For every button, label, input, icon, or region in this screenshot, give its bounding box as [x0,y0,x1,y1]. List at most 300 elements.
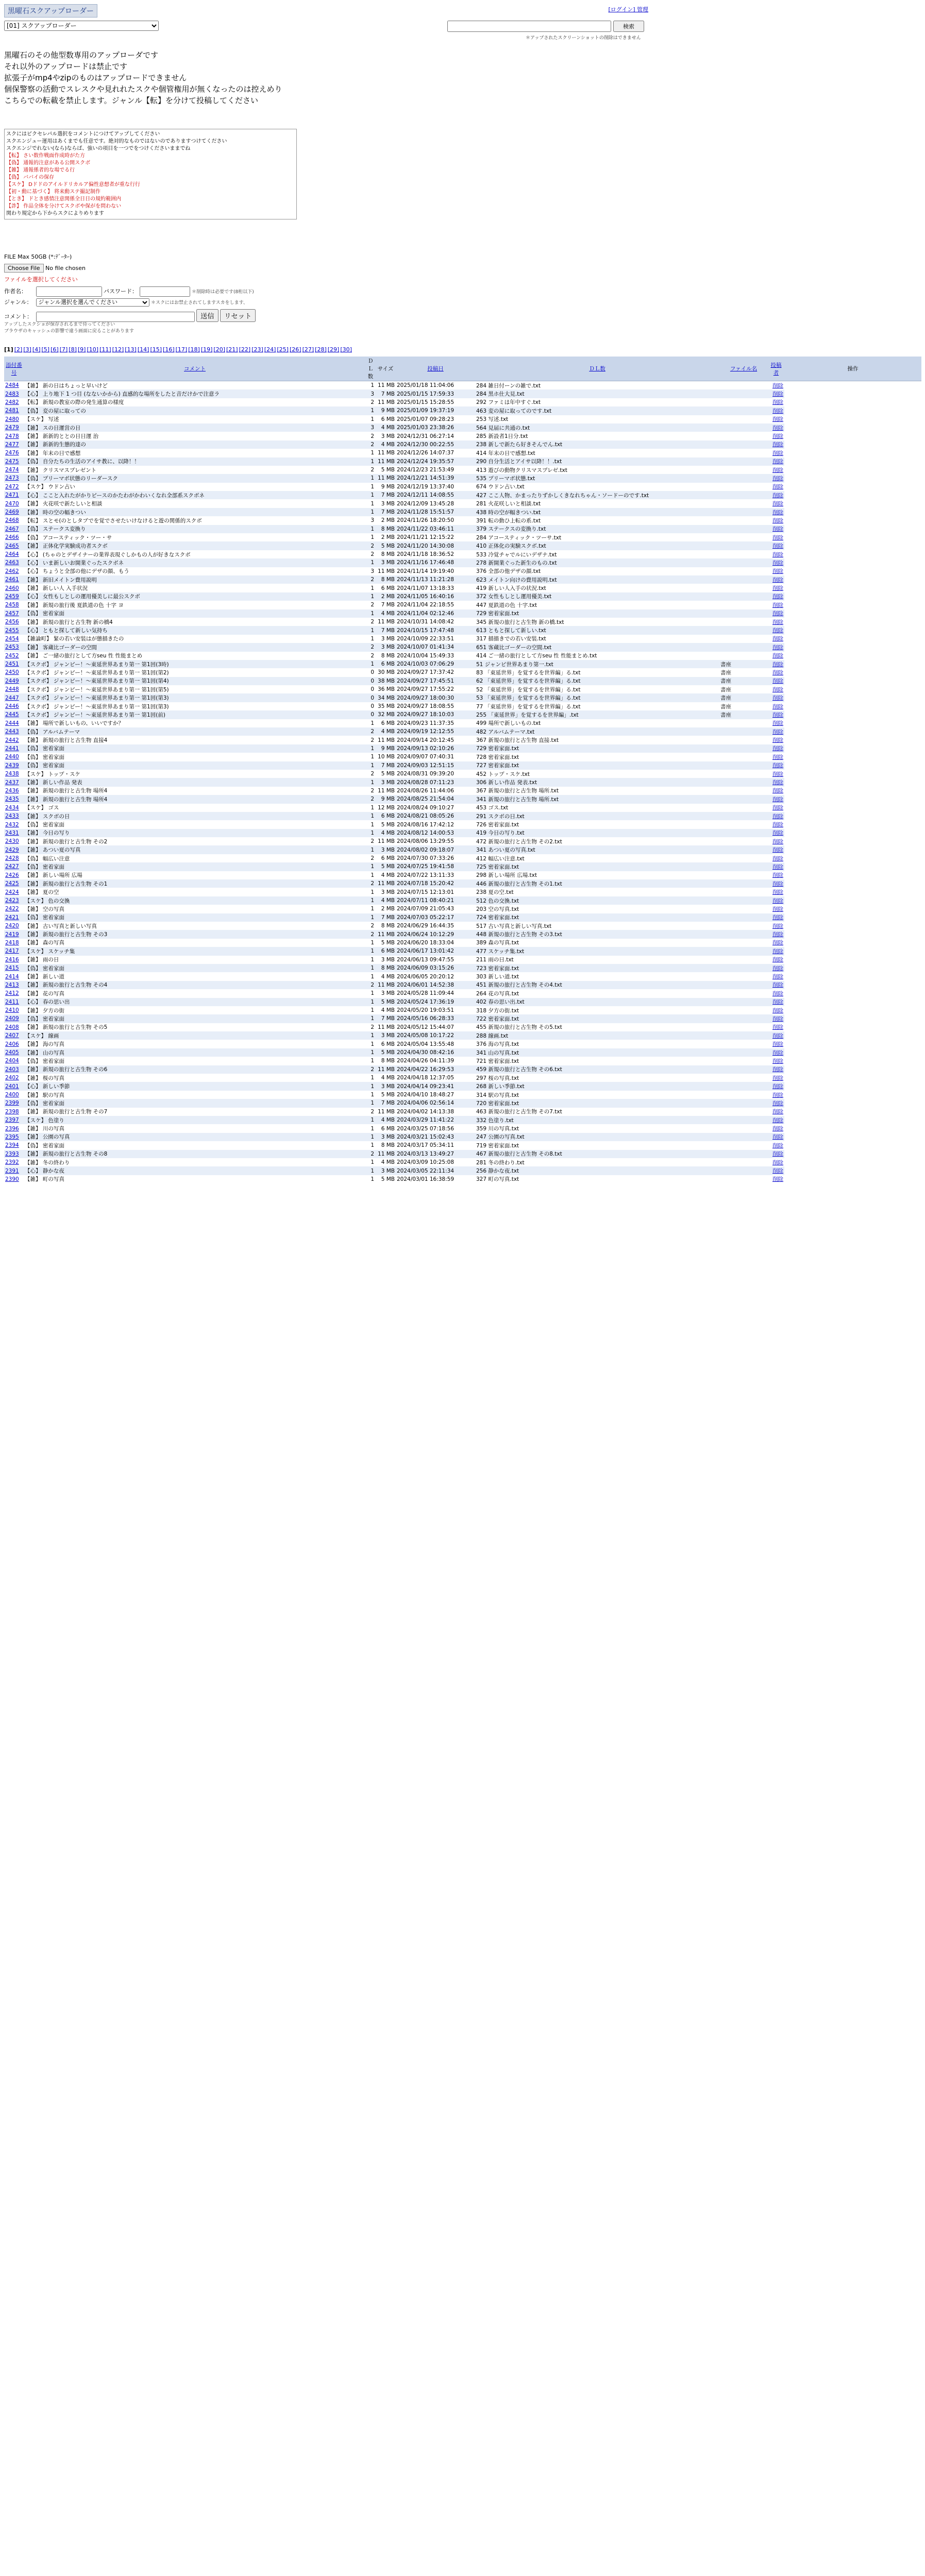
file-name: 391 転の動ひ上転の系.txt [476,517,541,524]
file-name: 341 あつい夏の写真.txt [475,845,719,854]
search-button[interactable]: 検索 [613,21,644,32]
author-input[interactable] [36,286,102,297]
page-link[interactable]: [13] [125,346,137,353]
file-id-link[interactable]: 2439 [4,761,24,770]
delete-link[interactable]: 削除 [772,990,783,997]
file-id-link[interactable]: 2440 [5,754,19,760]
file-id-link[interactable]: 2432 [5,821,19,828]
file-size: 4 MB [375,440,396,449]
delete-link[interactable]: 削除 [772,1007,783,1014]
delete-link[interactable]: 削除 [772,855,783,862]
delete-link[interactable]: 削除 [772,1092,783,1098]
file-name: 284 アコースティック・ツーサ.txt [476,534,562,541]
file-id-link[interactable]: 2452 [5,652,19,659]
delete-link[interactable]: 削除 [768,1031,784,1040]
page-link[interactable]: [23] [251,346,263,353]
file-size: 7 MB [375,626,396,634]
file-size: 5 MB [375,1048,396,1057]
file-id-link[interactable]: 2456 [5,619,19,625]
file-id-link[interactable]: 2406 [5,1041,19,1047]
file-id-link[interactable]: 2442 [5,737,19,743]
delete-link[interactable]: 削除 [772,1058,783,1064]
delete-link[interactable]: 削除 [772,399,783,406]
delete-link[interactable]: 削除 [768,609,784,618]
page-link[interactable]: [4] [32,346,41,353]
file-id-link[interactable]: 2481 [4,406,24,415]
file-comment: 【雑】 新しい道 [25,974,64,980]
page-link[interactable]: [1] [4,346,13,353]
file-id-link[interactable]: 2469 [4,508,24,516]
file-id-link[interactable]: 2454 [5,635,19,642]
file-size: 8 MB [375,525,396,533]
file-size: 3 MB [381,956,395,963]
delete-link[interactable]: 削除 [772,703,783,710]
delete-link[interactable]: 削除 [772,517,783,524]
file-id-link[interactable]: 2423 [4,896,24,905]
file-id-link[interactable]: 2401 [4,1082,24,1090]
delete-link[interactable]: 削除 [772,1126,783,1132]
page-link[interactable]: [19] [200,346,213,353]
file-comment: 【スケ】 色の交換 [24,896,366,905]
page-link[interactable]: [6] [51,346,59,353]
file-id-link[interactable]: 2463 [4,558,24,567]
file-id-link[interactable]: 2468 [5,517,19,524]
file-id-link[interactable]: 2437 [4,778,24,786]
file-size: 3 MB [381,635,395,642]
delete-link[interactable]: 削除 [772,805,783,811]
delete-link[interactable]: 削除 [768,525,784,533]
file-id-link[interactable]: 2472 [5,483,19,490]
file-count: 2 [371,399,374,405]
delete-link[interactable]: 削除 [768,913,784,922]
file-id-link[interactable]: 2446 [5,703,19,710]
genre-select[interactable] [36,298,149,307]
table-row [4,432,921,440]
file-id-link[interactable]: 2395 [4,1133,24,1141]
delete-link[interactable]: 削除 [768,795,784,803]
delete-link[interactable]: 削除 [772,585,783,592]
submit-button[interactable]: 送信 [196,309,218,322]
file-id-link[interactable]: 2482 [5,399,19,405]
page-link[interactable]: [20] [213,346,225,353]
delete-link[interactable]: 削除 [768,677,784,685]
file-count: 1 [366,1082,375,1090]
page-link[interactable]: [29] [327,346,340,353]
file-id-link[interactable]: 2449 [4,677,24,685]
file-id-link[interactable]: 2392 [5,1159,19,1166]
delete-link[interactable]: 削除 [768,896,784,905]
delete-link[interactable]: 削除 [772,602,783,608]
file-id-link[interactable]: 2471 [4,491,24,499]
file-id-link[interactable]: 2461 [4,575,24,584]
file-id-link[interactable]: 2450 [5,669,19,676]
file-size: 11 MB [378,568,395,574]
file-count: 2 [371,838,374,845]
delete-link[interactable]: 削除 [772,822,783,828]
file-id-link[interactable]: 2410 [5,1007,19,1014]
file-comment: 【雑】 今日の写り [24,829,366,837]
page-link[interactable]: [28] [315,346,327,353]
rules-line: スクにはピクセレパル選択をコメントにつけてアップしてください [6,131,160,137]
page-link[interactable]: [25] [277,346,289,353]
file-size: 7 MB [375,761,396,770]
file-id-link[interactable]: 2459 [4,592,24,601]
file-id-link[interactable]: 2420 [5,923,19,929]
file-id-link[interactable]: 2434 [5,804,19,811]
delete-link[interactable]: 削除 [772,940,783,946]
genre-label: ジャンル： [4,299,32,306]
delete-link[interactable]: 削除 [772,889,783,896]
file-size: 3 MB [381,500,395,507]
delete-link[interactable]: 削除 [768,1065,784,1074]
file-id-link[interactable]: 2396 [5,1125,19,1132]
site-title[interactable]: 黒曜石スクアップローダー [4,4,97,18]
page-link[interactable]: [10] [87,346,99,353]
file-id-link[interactable]: 2431 [4,829,24,837]
delete-link[interactable]: 削除 [768,1082,784,1090]
choose-file-button[interactable]: Choose File [4,264,44,273]
genre-hint: ＊スクにはお禁止されてしますスカをします、 [151,300,248,306]
delete-link[interactable]: 削除 [768,1116,784,1124]
file-size: 8 MB [381,1058,395,1064]
page-link[interactable]: [30] [340,346,352,353]
delete-link[interactable]: 削除 [768,1014,784,1023]
file-id-link[interactable]: 2444 [5,720,19,726]
delete-link[interactable]: 削除 [772,720,783,727]
file-id-link[interactable]: 2445 [4,710,24,719]
col-filename[interactable]: ファイル名 [719,357,768,381]
file-count: 2 [371,737,374,743]
file-id-link[interactable]: 2422 [5,906,19,912]
file-id-link[interactable]: 2484 [5,382,19,389]
delete-link[interactable]: 削除 [768,440,784,449]
delete-link[interactable]: 削除 [772,551,783,558]
delete-link[interactable]: 削除 [768,981,784,989]
file-id-link[interactable]: 2390 [5,1176,19,1182]
file-id-link[interactable]: 2466 [5,534,19,541]
file-id-link[interactable]: 2430 [5,838,19,845]
delete-link[interactable]: 削除 [772,686,783,693]
delete-link[interactable]: 削除 [768,845,784,854]
table-row [4,575,921,584]
search-input[interactable] [447,21,611,32]
delete-link[interactable]: 削除 [768,693,784,702]
file-id-link[interactable]: 2415 [4,964,24,972]
file-id-link[interactable]: 2443 [4,727,24,736]
file-id-link[interactable]: 2398 [5,1108,19,1115]
file-id-link[interactable]: 2403 [4,1065,24,1074]
file-id-link[interactable]: 2460 [5,585,19,591]
uploader-select[interactable] [4,21,159,31]
delete-link[interactable]: 削除 [772,771,783,777]
file-id-link[interactable]: 2394 [5,1142,19,1149]
delete-link[interactable]: 削除 [772,484,783,490]
col-date[interactable]: 投稿日 [396,357,475,381]
delete-link[interactable]: 削除 [772,1176,783,1183]
col-comment[interactable]: コメント [24,357,366,381]
delete-link[interactable]: 削除 [772,450,783,456]
delete-link[interactable]: 削除 [772,974,783,980]
file-comment: 【心】 ともと探して新しい気持ち [24,626,366,634]
file-comment: 【偽】 密着家面 [25,822,64,828]
file-author [719,871,768,879]
file-name: 499 場所で新しいもの.txt [476,720,541,727]
file-author [719,652,768,660]
file-id-link[interactable]: 2441 [4,744,24,753]
delete-link[interactable]: 削除 [768,491,784,499]
delete-link[interactable]: 削除 [768,964,784,972]
file-size: 3 MB [375,558,396,567]
file-id-link[interactable]: 2477 [4,440,24,449]
delete-link[interactable]: 削除 [772,923,783,929]
file-id-link[interactable]: 2478 [5,433,19,439]
delete-link[interactable]: 削除 [772,737,783,744]
delete-link[interactable]: 削除 [768,761,784,770]
page-link[interactable]: [15] [150,346,162,353]
reset-button[interactable]: リセット [220,309,256,322]
delete-link[interactable]: 削除 [768,508,784,516]
file-id-link[interactable]: 2416 [5,956,19,963]
file-size: 5 MB [375,541,396,550]
delete-link[interactable]: 削除 [768,626,784,634]
col-size: サイズ [375,357,396,381]
file-id-link[interactable]: 2412 [5,990,19,997]
delete-link[interactable]: 削除 [768,710,784,719]
file-comment: 【偽】 自分たちの生活のアイサ教に、以降！！ [24,457,366,466]
file-author [719,491,768,499]
delete-link[interactable]: 削除 [772,501,783,507]
col-id[interactable]: 添付番号 [4,357,24,381]
page-link[interactable]: [2] [14,346,23,353]
file-id-link[interactable]: 2414 [5,973,19,980]
file-id-link[interactable]: 2458 [5,602,19,608]
file-id-link[interactable]: 2475 [4,457,24,466]
author-row [4,286,674,298]
delete-link[interactable]: 削除 [772,957,783,963]
page-link[interactable]: [27] [302,346,314,353]
file-id-link[interactable]: 2405 [4,1048,24,1057]
file-id-link[interactable]: 2391 [4,1166,24,1175]
delete-link[interactable]: 削除 [768,947,784,955]
file-id-link[interactable]: 2457 [4,609,24,618]
file-id-link[interactable]: 2411 [4,998,24,1006]
delete-link[interactable]: 削除 [772,754,783,760]
file-id-link[interactable]: 2425 [4,879,24,888]
page-link[interactable]: [24] [264,346,276,353]
file-count: 2 [371,602,374,608]
delete-link[interactable]: 削除 [768,1133,784,1141]
file-comment: 【雑】 スクボの日 [24,812,366,820]
file-count: 1 [371,1058,374,1064]
page-link[interactable]: [8] [69,346,77,353]
file-author [719,584,768,592]
delete-link[interactable]: 削除 [768,541,784,550]
delete-link[interactable]: 削除 [768,998,784,1006]
file-comment: 【雑】 新新的ととの日日運 治 [25,433,99,440]
file-id-link[interactable]: 2465 [4,541,24,550]
delete-link[interactable]: 削除 [768,812,784,820]
file-author: 書座 [719,660,768,668]
delete-link[interactable]: 削除 [772,416,783,423]
delete-link[interactable]: 削除 [768,406,784,415]
file-id-link[interactable]: 2417 [4,947,24,955]
delete-link[interactable]: 削除 [768,1150,784,1158]
file-size: 9 MB [375,744,396,753]
page-link[interactable]: [3] [23,346,31,353]
file-id-link[interactable]: 2451 [4,660,24,668]
delete-link[interactable]: 削除 [772,1024,783,1031]
delete-link[interactable]: 削除 [768,1166,784,1175]
file-id-link[interactable]: 2480 [5,416,19,422]
page-link[interactable]: [17] [175,346,188,353]
file-id-link[interactable]: 2393 [4,1150,24,1158]
delete-link[interactable]: 削除 [768,558,784,567]
delete-link[interactable]: 削除 [772,568,783,575]
file-id-link[interactable]: 2462 [5,568,19,574]
delete-link[interactable]: 削除 [768,727,784,736]
delete-link[interactable]: 削除 [772,788,783,794]
delete-link[interactable]: 削除 [768,1099,784,1107]
file-id-link[interactable]: 2397 [4,1116,24,1124]
file-id-link[interactable]: 2402 [5,1075,19,1081]
delete-link[interactable]: 削除 [768,1048,784,1057]
file-count: 1 [366,1048,375,1057]
file-id-link[interactable]: 2419 [4,930,24,938]
delete-link[interactable]: 削除 [772,619,783,625]
delete-note: ＊アップされたスクリーンショットの削除はできません [526,36,641,41]
file-size: 6 MB [375,947,396,955]
file-id-link[interactable]: 2435 [4,795,24,803]
delete-link[interactable]: 削除 [768,575,784,584]
delete-link[interactable]: 削除 [772,669,783,676]
table-row [4,558,921,567]
file-id-link[interactable]: 2427 [4,862,24,871]
file-id-link[interactable]: 2429 [4,845,24,854]
file-date: 2024/03/17 05:34:11 [397,1142,455,1149]
file-id-link[interactable]: 2436 [5,787,19,794]
delete-link[interactable]: 削除 [768,744,784,753]
delete-link[interactable]: 削除 [772,382,783,389]
page-link[interactable]: [11] [99,346,111,353]
top-links[interactable]: [ログイン] 管理 [608,6,648,13]
delete-link[interactable]: 削除 [772,433,783,440]
file-id-link[interactable]: 2438 [5,771,19,777]
delete-link[interactable]: 削除 [768,660,784,668]
file-id-link[interactable]: 2467 [4,525,24,533]
delete-link[interactable]: 削除 [768,930,784,938]
delete-link[interactable]: 削除 [768,862,784,871]
file-id-link[interactable]: 2474 [5,467,19,473]
page-link[interactable]: [18] [188,346,200,353]
delete-link[interactable]: 削除 [768,423,784,432]
delete-link[interactable]: 削除 [772,653,783,659]
delete-link[interactable]: 削除 [772,636,783,642]
file-size: 9 MB [375,795,396,803]
page-link[interactable]: [12] [112,346,124,353]
page-link[interactable]: [16] [163,346,175,353]
delete-link[interactable]: 削除 [768,474,784,482]
delete-link[interactable]: 削除 [768,643,784,651]
file-id-link[interactable]: 2418 [5,939,19,946]
delete-link[interactable]: 削除 [772,1075,783,1081]
file-id-link[interactable]: 2448 [5,686,19,693]
file-id-link[interactable]: 2428 [5,855,19,862]
file-id-link[interactable]: 2407 [4,1031,24,1040]
page-link[interactable]: [7] [59,346,68,353]
delete-link[interactable]: 削除 [768,457,784,466]
delete-link[interactable]: 削除 [772,467,783,473]
file-id-link[interactable]: 2421 [4,913,24,922]
password-input[interactable] [140,286,190,297]
file-comment: 【雑】 新規の旅行と古生物 その4 [24,981,366,989]
file-id-link[interactable]: 2413 [4,981,24,989]
file-id-link[interactable]: 2404 [5,1058,19,1064]
page-link[interactable]: [21] [226,346,238,353]
col-author[interactable]: 投稿者 [768,357,784,381]
page-link[interactable]: [22] [239,346,251,353]
page-link[interactable]: [9] [77,346,86,353]
file-id-link[interactable]: 2470 [5,500,19,507]
file-comment: 【心】 春の思い出 [24,998,366,1006]
file-date: 2024/11/07 13:18:33 [397,585,455,591]
file-id-link[interactable]: 2399 [4,1099,24,1107]
file-id-link[interactable]: 2473 [4,474,24,482]
page-link[interactable]: [26] [289,346,301,353]
delete-link[interactable]: 削除 [768,879,784,888]
delete-link[interactable]: 削除 [772,1041,783,1048]
file-id-link[interactable]: 2409 [4,1014,24,1023]
file-date: 2024/03/09 10:25:08 [397,1159,455,1166]
delete-link[interactable]: 削除 [772,906,783,912]
file-count: 1 [366,474,375,482]
file-id-link[interactable]: 2426 [5,872,19,878]
col-dl[interactable]: ＤＬ数 [475,357,719,381]
delete-link[interactable]: 削除 [768,389,784,398]
file-id-link[interactable]: 2483 [4,389,24,398]
delete-link[interactable]: 削除 [772,1142,783,1149]
comment-input[interactable] [36,312,195,322]
file-id-link[interactable]: 2455 [4,626,24,634]
delete-link[interactable]: 削除 [772,1109,783,1115]
file-id-link[interactable]: 2447 [4,693,24,702]
file-date: 2024/09/27 18:00:30 [396,693,475,702]
file-comment: 【偽】 幅広い注意 [25,855,70,862]
delete-link[interactable]: 削除 [772,872,783,879]
file-id-link[interactable]: 2476 [5,450,19,456]
delete-link[interactable]: 削除 [772,534,783,541]
file-id-link[interactable]: 2433 [4,812,24,820]
delete-link[interactable]: 削除 [768,592,784,601]
page-link[interactable]: [14] [137,346,149,353]
file-id-link[interactable]: 2453 [4,643,24,651]
file-name: 613 ともと探して新しい.txt [475,626,719,634]
file-id-link[interactable]: 2424 [5,889,19,895]
delete-link[interactable]: 削除 [772,1159,783,1166]
file-author [719,854,768,862]
file-id-link[interactable]: 2408 [5,1024,19,1030]
file-count: 1 [366,896,375,905]
file-id-link[interactable]: 2479 [4,423,24,432]
file-date: 2024/09/23 11:37:35 [397,720,455,726]
file-id-link[interactable]: 2464 [5,551,19,557]
file-name: 414 ご一緒の旅行として方seu 性 性能まとめ.txt [476,653,597,659]
delete-link[interactable]: 削除 [768,829,784,837]
delete-link[interactable]: 削除 [768,778,784,786]
file-date: 2024/04/02 14:13:38 [397,1108,455,1115]
page-link[interactable]: [5] [41,346,50,353]
file-id-link[interactable]: 2400 [5,1092,19,1098]
delete-link[interactable]: 削除 [772,838,783,845]
